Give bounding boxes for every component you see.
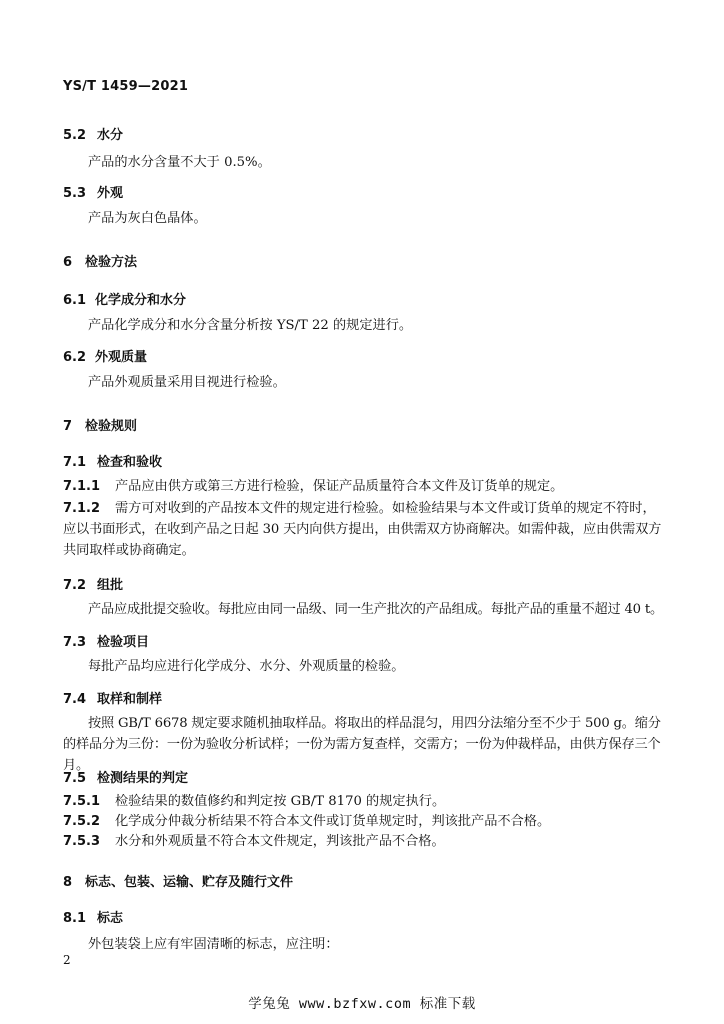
- clause-text-line-1: 需方可对收到的产品按本文件的规定进行检验。如检验结果与本文件或订货单的规定不符时，: [115, 501, 656, 516]
- heading-title: 外观质量: [95, 350, 148, 365]
- heading-8: [63, 871, 293, 890]
- heading-number: 6.1: [63, 293, 87, 308]
- paragraph-8-1: 外包装袋上应有牢固清晰的标志，应注明：: [88, 937, 339, 952]
- heading-number: 8: [63, 875, 73, 890]
- heading-title: 标志: [97, 911, 124, 926]
- heading-number: 8.1: [63, 911, 87, 926]
- heading-number: 7.5: [63, 771, 87, 786]
- heading-title: 检测结果的判定: [97, 771, 189, 786]
- paragraph-7-2: 产品应成批提交验收。每批应由同一品级、同一生产批次的产品组成。每批产品的重量不超过 40 t。: [88, 602, 663, 617]
- heading-title: 组批: [97, 578, 124, 593]
- clause-text: 水分和外观质量不符合本文件规定，判该批产品不合格。: [115, 834, 445, 849]
- clause-number: 7.5.2: [63, 814, 101, 829]
- clause-number: 7.5.3: [63, 834, 101, 849]
- heading-number: 6: [63, 255, 73, 270]
- paragraph-6-1: 产品化学成分和水分含量分析按 YS/T 22 的规定进行。: [88, 318, 413, 333]
- paragraph-7-4-line-1: 按照 GB/T 6678 规定要求随机抽取样品。将取出的样品混匀，用四分法缩分至不少于 500 g。缩分: [88, 716, 661, 731]
- document-number: YS/T 1459—2021: [63, 79, 189, 94]
- paragraph-7-4-line-2: 的样品分为三份：一份为验收分析试样；一份为需方复查样，交需方；一份为仲裁样品，由供方保存三个月。: [63, 737, 661, 773]
- heading-title: 检验项目: [97, 635, 150, 650]
- heading-title: 外观: [97, 186, 124, 201]
- heading-title: 检查和验收: [97, 455, 163, 470]
- heading-title: 检验规则: [85, 419, 138, 434]
- clause-text: 产品应由供方或第三方进行检验，保证产品质量符合本文件及订货单的规定。: [115, 479, 564, 494]
- heading-7-1: [63, 451, 162, 470]
- heading-6-2: [63, 346, 147, 365]
- heading-5-3: [63, 182, 123, 201]
- heading-title: 化学成分和水分: [95, 293, 187, 308]
- heading-7-4: [63, 688, 162, 707]
- heading-number: 7: [63, 419, 73, 434]
- heading-number: 7.3: [63, 635, 87, 650]
- heading-title: 标志、包装、运输、贮存及随行文件: [85, 875, 294, 890]
- heading-6-1: [63, 289, 186, 308]
- heading-number: 7.2: [63, 578, 87, 593]
- heading-7-3: [63, 631, 149, 650]
- paragraph-7-3: 每批产品均应进行化学成分、水分、外观质量的检验。: [88, 659, 405, 674]
- clause-7-1-2-line-2: 应以书面形式，在收到产品之日起 30 天内向供方提出，由供需双方协商解决。如需仲裁，应由供需双方: [63, 522, 662, 537]
- clause-7-1-2-line-3: 共同取样或协商确定。: [63, 543, 195, 558]
- page-number: 2: [63, 953, 71, 967]
- heading-7-2: [63, 574, 123, 593]
- watermark-footer: 学兔兔 www.bzfxw.com 标准下载: [248, 996, 476, 1012]
- paragraph-5-3: 产品为灰白色晶体。: [88, 211, 207, 226]
- paragraph-6-2: 产品外观质量采用目视进行检验。: [88, 375, 286, 390]
- heading-7: [63, 415, 137, 434]
- heading-5-2: [63, 124, 123, 143]
- heading-title: 水分: [97, 128, 124, 143]
- clause-number: 7.1.2: [63, 501, 101, 516]
- clause-number: 7.1.1: [63, 479, 101, 494]
- heading-number: 7.1: [63, 455, 87, 470]
- clause-7-1-1: [63, 476, 663, 497]
- heading-number: 6.2: [63, 350, 87, 365]
- clause-text: 检验结果的数值修约和判定按 GB/T 8170 的规定执行。: [115, 794, 446, 809]
- clause-7-5-2: [63, 811, 663, 832]
- clause-7-1-2: [63, 498, 663, 519]
- heading-7-5: [63, 767, 188, 786]
- heading-number: 5.3: [63, 186, 87, 201]
- heading-title: 检验方法: [85, 255, 138, 270]
- heading-title: 取样和制样: [97, 692, 163, 707]
- heading-number: 5.2: [63, 128, 87, 143]
- heading-6: [63, 251, 137, 270]
- heading-number: 7.4: [63, 692, 87, 707]
- clause-number: 7.5.1: [63, 794, 101, 809]
- clause-7-5-3: [63, 831, 663, 852]
- clause-7-5-1: [63, 791, 663, 812]
- paragraph-5-2: 产品的水分含量不大于 0.5%。: [88, 155, 271, 170]
- heading-8-1: [63, 907, 123, 926]
- clause-text: 化学成分仲裁分析结果不符合本文件或订货单规定时，判该批产品不合格。: [115, 814, 551, 829]
